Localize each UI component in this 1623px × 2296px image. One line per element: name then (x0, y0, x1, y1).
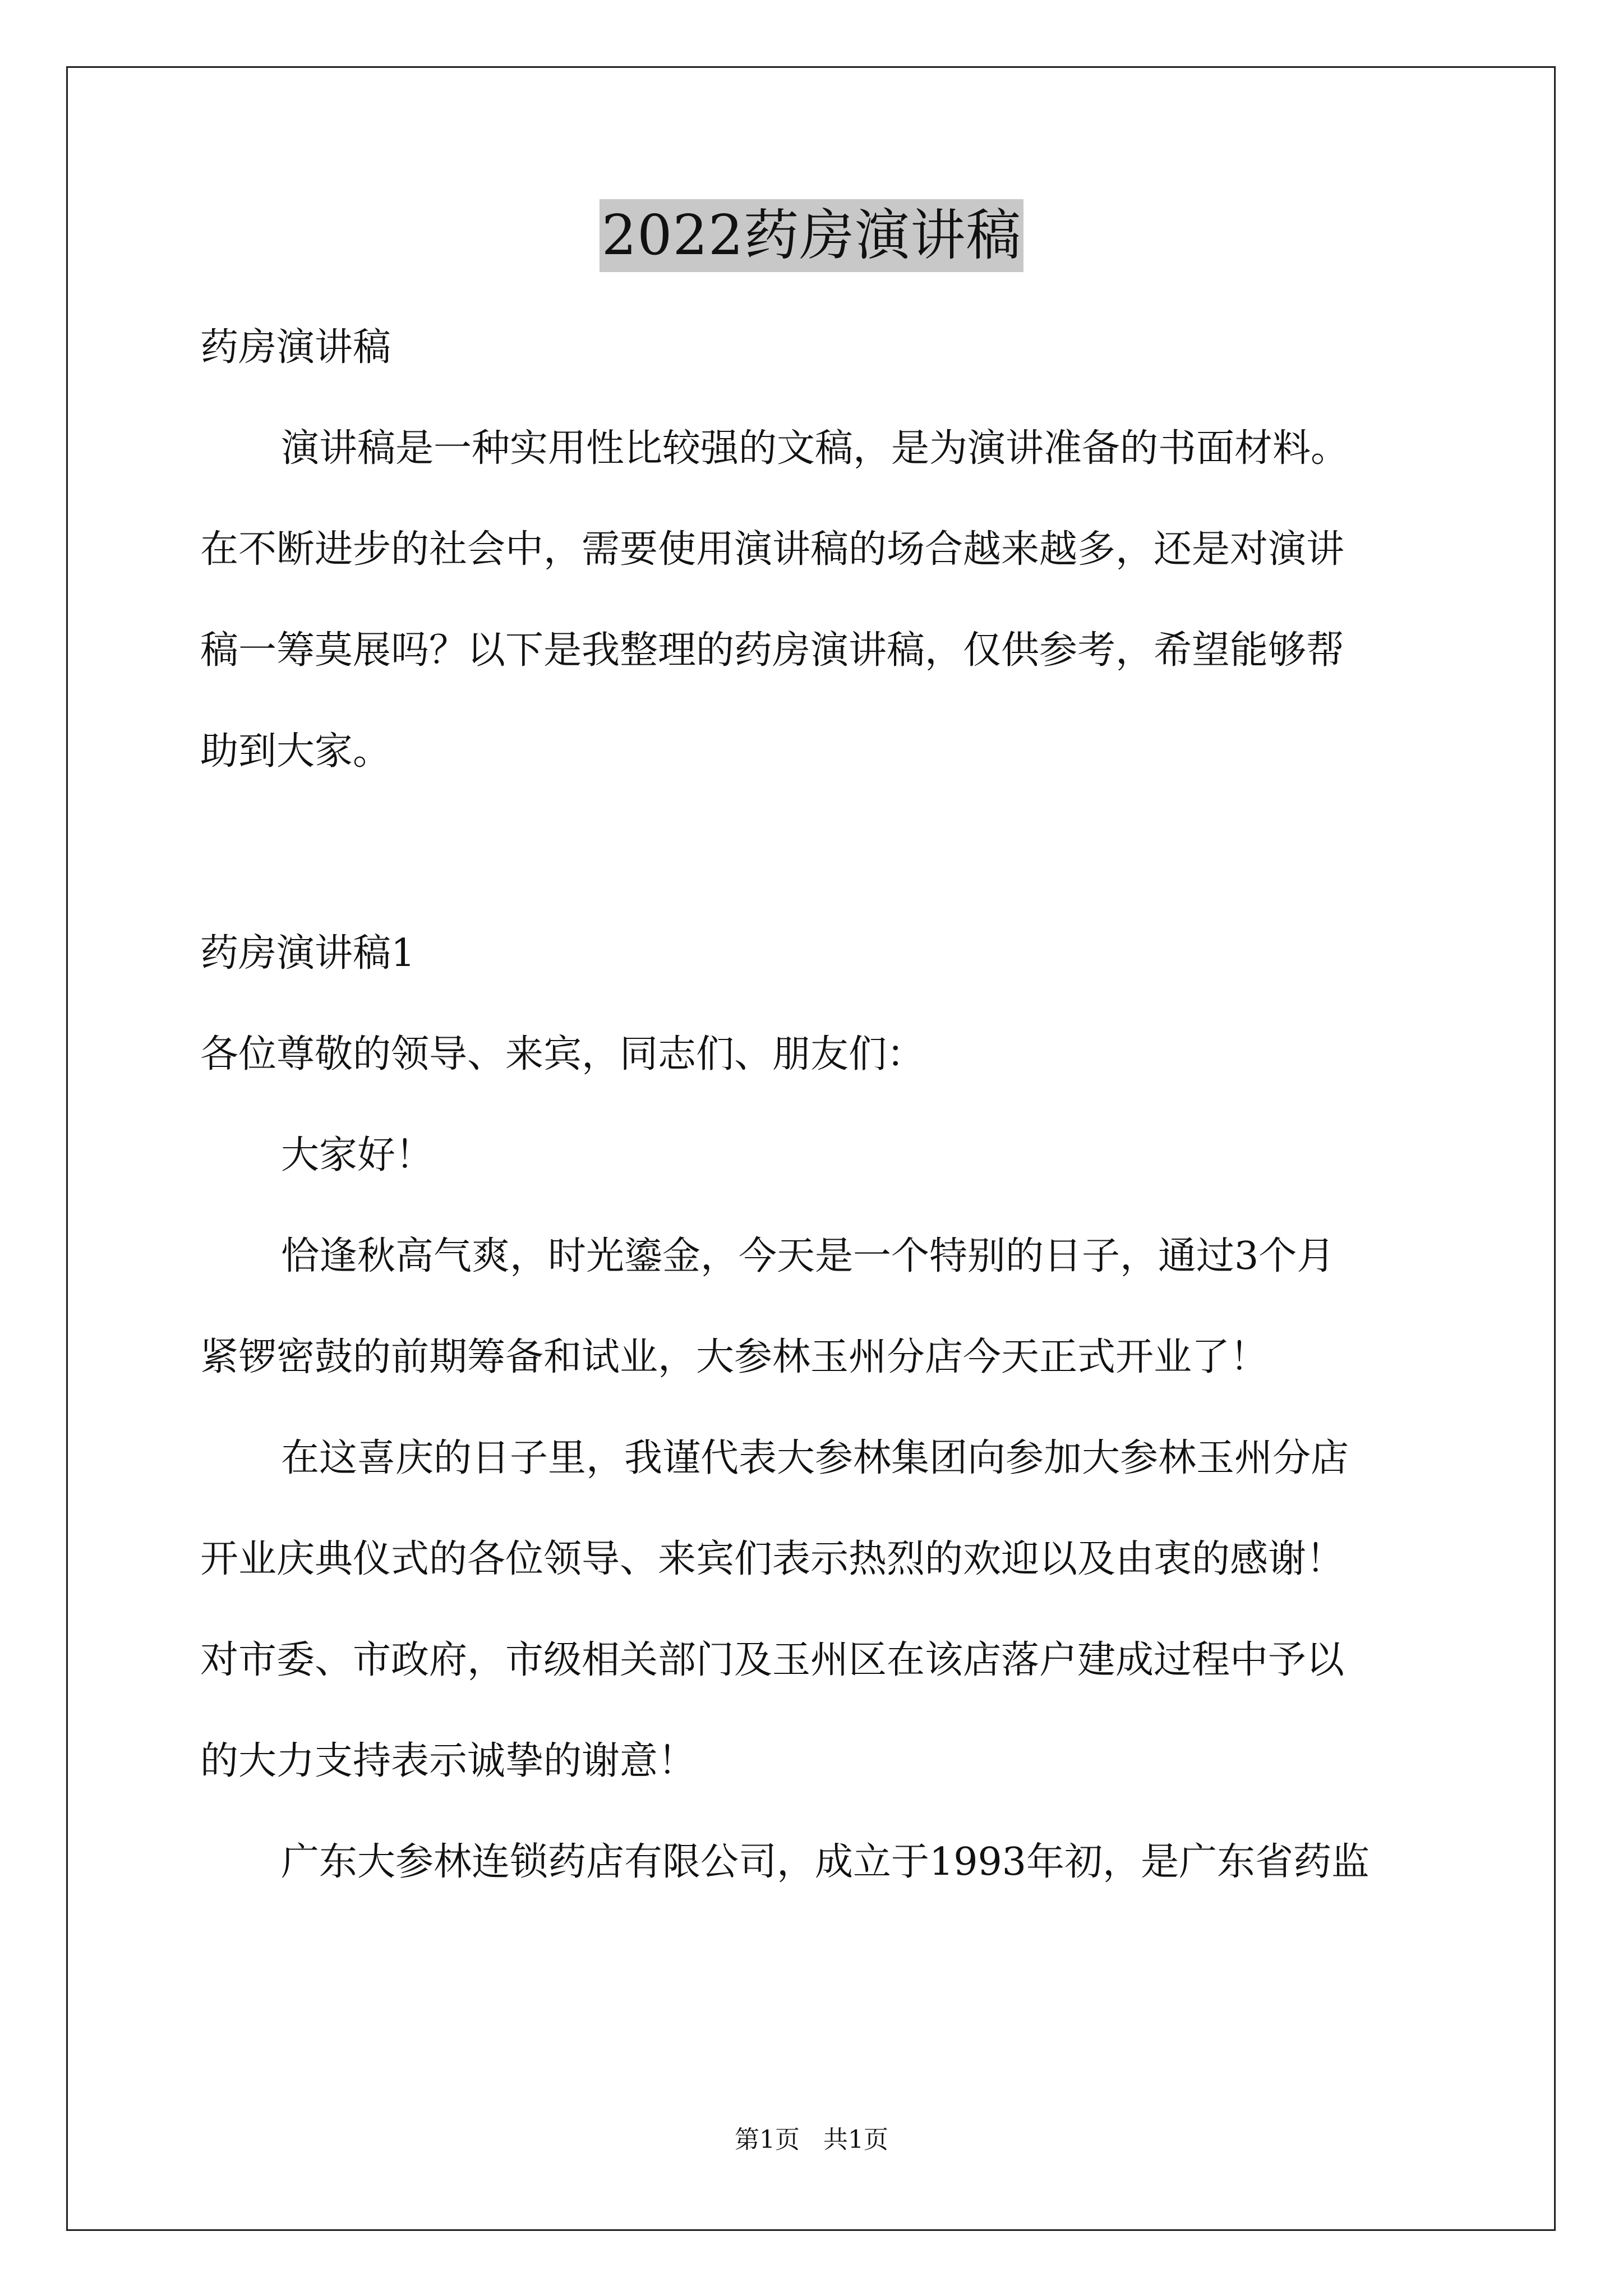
intro-line-1: 演讲稿是一种实用性比较强的文稿，是为演讲准备的书面材料。 (281, 426, 1349, 471)
section-spacer (200, 802, 1434, 903)
paragraph2-line-1: 在这喜庆的日子里，我谨代表大参林集团向参加大参林玉州分店 (281, 1436, 1349, 1480)
paragraph1-line-1: 恰逢秋高气爽，时光鎏金，今天是一个特别的日子，通过3个月 (281, 1234, 1335, 1278)
paragraph2-line-3: 对市委、市政府，市级相关部门及玉州区在该店落户建成过程中予以 (200, 1638, 1345, 1682)
document-title: 2022药房演讲稿 (600, 199, 1023, 272)
page-footer (0, 2123, 1623, 2157)
document-subtitle: 药房演讲稿 (200, 325, 391, 370)
intro-line-3: 稿一筹莫展吗？以下是我整理的药房演讲稿，仅供参考，希望能够帮 (200, 628, 1345, 673)
salutation: 各位尊敬的领导、来宾，同志们、朋友们： (200, 1032, 925, 1076)
page-number-label: 第1页 共1页 (735, 2125, 888, 2154)
intro-line-4: 助到大家。 (200, 729, 391, 774)
paragraph2-line-2: 开业庆典仪式的各位领导、来宾们表示热烈的欢迎以及由衷的感谢！ (200, 1537, 1345, 1581)
intro-line-2: 在不断进步的社会中，需要使用演讲稿的场合越来越多，还是对演讲 (200, 527, 1345, 572)
paragraph2-line-4: 的大力支持表示诚挚的谢意！ (200, 1739, 697, 1783)
paragraph1-line-2: 紧锣密鼓的前期筹备和试业，大参林玉州分店今天正式开业了！ (200, 1335, 1269, 1379)
section-heading: 药房演讲稿1 (200, 931, 416, 976)
greeting: 大家好！ (281, 1133, 434, 1177)
paragraph3-line-1: 广东大参林连锁药店有限公司，成立于1993年初，是广东省药监 (281, 1840, 1370, 1884)
title-container (0, 199, 1623, 272)
document-body (200, 297, 1434, 1913)
